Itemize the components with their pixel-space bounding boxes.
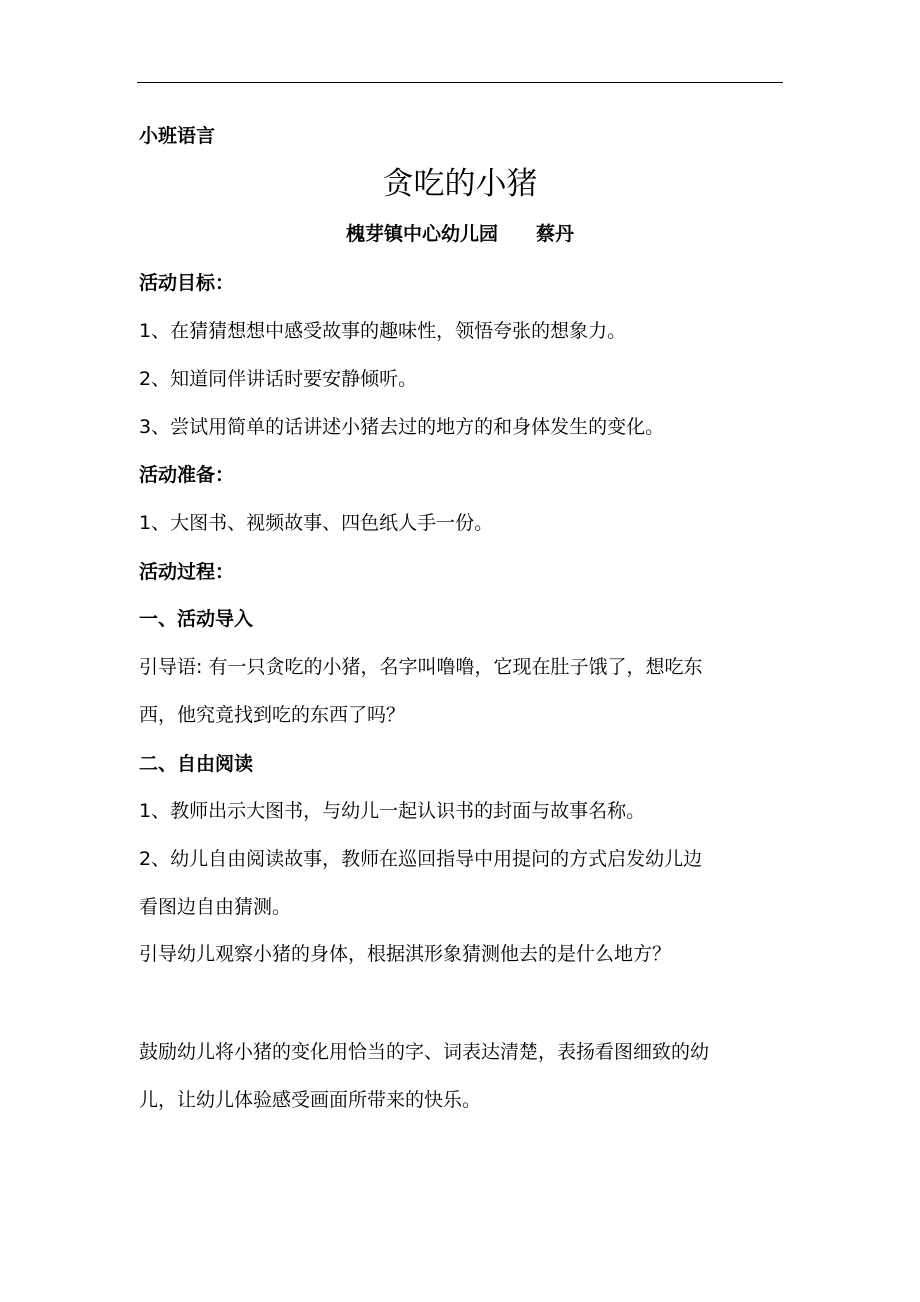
section2-item2-line2: 看图边自由猜测。	[139, 896, 292, 918]
byline	[0, 222, 920, 246]
process-heading: 活动过程：	[139, 561, 235, 583]
section1-text-line1: 引导语: 有一只贪吃的小猪，名字叫噜噜，它现在肚子饿了，想吃东	[139, 656, 703, 678]
section2-guide: 引导幼儿观察小猪的身体，根据淇形象猜测他去的是什么地方？	[139, 943, 672, 965]
goal-item-1: 1、在猜猜想想中感受故事的趣味性，领悟夸张的想象力。	[139, 320, 627, 342]
section2-item2-line1: 2、幼儿自由阅读故事，教师在巡回指导中用提问的方式启发幼儿边	[139, 848, 703, 870]
section1-text-line2: 西，他究竟找到吃的东西了吗？	[139, 704, 406, 726]
prep-item-1: 1、大图书、视频故事、四色纸人手一份。	[139, 512, 494, 534]
goal-item-3: 3、尝试用简单的话讲述小猪去过的地方的和身体发生的变化。	[139, 416, 665, 438]
goal-item-2: 2、知道同伴讲话时要安静倾听。	[139, 368, 418, 390]
section1-heading: 一、活动导入	[139, 608, 254, 630]
category-label: 小班语言	[139, 125, 216, 147]
section2-item1: 1、教师出示大图书，与幼儿一起认识书的封面与故事名称。	[139, 800, 646, 822]
author-org: 槐芽镇中心幼儿园	[345, 223, 498, 245]
document-title: 贪吃的小猪	[382, 166, 538, 202]
author-name: 蔡丹	[536, 223, 575, 245]
goals-heading: 活动目标：	[139, 272, 235, 294]
encourage-line2: 儿，让幼儿体验感受画面所带来的快乐。	[139, 1089, 482, 1111]
section2-heading: 二、自由阅读	[139, 753, 254, 775]
header-rule	[137, 82, 783, 83]
encourage-line1: 鼓励幼儿将小猪的变化用恰当的字、词表达清楚，表扬看图细致的幼	[139, 1041, 710, 1063]
prep-heading: 活动准备：	[139, 464, 235, 486]
